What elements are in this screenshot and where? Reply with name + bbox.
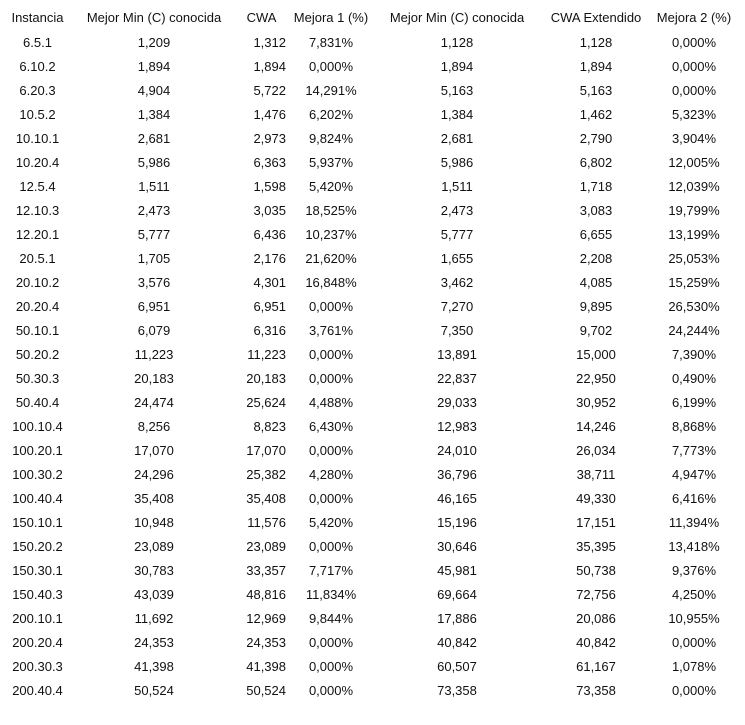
cwa-extendido-cell: 38,711 — [576, 466, 616, 482]
cwa-cell: 2,973 — [253, 130, 286, 146]
instancia-cell: 50.10.1 — [15, 322, 60, 338]
mejora-2-cell: 3,904% — [671, 130, 717, 146]
mejora-2-cell: 0,000% — [671, 34, 717, 50]
mejora-1-cell: 5,420% — [308, 514, 354, 530]
mejora-1-cell: 7,831% — [308, 34, 354, 50]
table-row — [0, 606, 738, 630]
table-row — [0, 390, 738, 414]
mejor-min-1-cell: 1,705 — [137, 250, 171, 266]
mejor-min-2-cell: 24,010 — [437, 442, 477, 458]
cwa-cell: 17,070 — [246, 442, 286, 458]
mejor-min-1-cell: 43,039 — [134, 586, 174, 602]
table-row — [0, 678, 738, 702]
mejora-1-cell: 0,000% — [308, 298, 354, 314]
cwa-extendido-cell: 5,163 — [579, 82, 613, 98]
cwa-extendido-cell: 9,702 — [579, 322, 613, 338]
mejora-1-cell: 3,761% — [308, 322, 354, 338]
header-mejor-min-2: Mejor Min (C) conocida — [389, 9, 525, 25]
table-row — [0, 318, 738, 342]
cwa-extendido-cell: 9,895 — [579, 298, 613, 314]
cwa-extendido-cell: 3,083 — [579, 202, 613, 218]
cwa-extendido-cell: 6,655 — [579, 226, 613, 242]
instancia-cell: 100.30.2 — [12, 466, 63, 482]
cwa-extendido-cell: 61,167 — [576, 658, 616, 674]
table-row — [0, 294, 738, 318]
mejor-min-2-cell: 5,163 — [440, 82, 474, 98]
instancia-cell: 10.5.2 — [19, 106, 56, 122]
mejor-min-1-cell: 11,692 — [134, 610, 174, 626]
mejor-min-1-cell: 24,353 — [134, 634, 174, 650]
table-row — [0, 102, 738, 126]
cwa-cell: 1,598 — [253, 178, 286, 194]
mejor-min-2-cell: 2,681 — [440, 130, 474, 146]
mejora-1-cell: 7,717% — [308, 562, 354, 578]
instancia-cell: 6.5.1 — [23, 34, 52, 50]
mejora-1-cell: 16,848% — [305, 274, 357, 290]
mejor-min-2-cell: 73,358 — [437, 682, 477, 698]
mejora-2-cell: 4,250% — [671, 586, 717, 602]
mejor-min-2-cell: 12,983 — [437, 418, 477, 434]
cwa-extendido-cell: 22,950 — [576, 370, 616, 386]
cwa-extendido-cell: 14,246 — [576, 418, 616, 434]
mejora-2-cell: 13,199% — [668, 226, 720, 242]
mejora-2-cell: 11,394% — [668, 514, 720, 530]
mejor-min-2-cell: 36,796 — [437, 466, 477, 482]
mejor-min-2-cell: 22,837 — [437, 370, 477, 386]
cwa-cell: 1,312 — [253, 34, 286, 50]
table-row — [0, 414, 738, 438]
mejora-1-cell: 0,000% — [308, 370, 354, 386]
instancia-cell: 150.10.1 — [12, 514, 63, 530]
instancia-cell: 20.10.2 — [15, 274, 60, 290]
mejor-min-1-cell: 35,408 — [134, 490, 174, 506]
mejora-2-cell: 26,530% — [668, 298, 720, 314]
cwa-cell: 1,894 — [253, 58, 286, 74]
header-cwa: CWA — [246, 9, 277, 25]
mejora-1-cell: 9,824% — [308, 130, 354, 146]
mejora-1-cell: 5,420% — [308, 178, 354, 194]
mejor-min-1-cell: 1,511 — [138, 178, 170, 194]
mejor-min-1-cell: 50,524 — [134, 682, 174, 698]
results-table — [0, 4, 738, 702]
mejora-1-cell: 10,237% — [305, 226, 357, 242]
table-row — [0, 174, 738, 198]
cwa-cell: 8,823 — [253, 418, 286, 434]
cwa-cell: 35,408 — [246, 490, 286, 506]
mejora-2-cell: 0,000% — [671, 682, 717, 698]
mejor-min-2-cell: 1,894 — [440, 58, 474, 74]
mejora-2-cell: 4,947% — [671, 466, 717, 482]
mejor-min-1-cell: 24,296 — [134, 466, 174, 482]
mejora-1-cell: 0,000% — [308, 658, 354, 674]
instancia-cell: 50.40.4 — [15, 394, 60, 410]
instancia-cell: 100.20.1 — [12, 442, 63, 458]
table-row — [0, 558, 738, 582]
cwa-cell: 24,353 — [246, 634, 286, 650]
mejor-min-2-cell: 15,196 — [437, 514, 477, 530]
cwa-extendido-cell: 49,330 — [576, 490, 616, 506]
cwa-cell: 4,301 — [253, 274, 286, 290]
mejor-min-1-cell: 1,209 — [137, 34, 171, 50]
instancia-cell: 50.20.2 — [15, 346, 60, 362]
mejor-min-1-cell: 17,070 — [134, 442, 174, 458]
mejora-1-cell: 21,620% — [305, 250, 357, 266]
cwa-extendido-cell: 26,034 — [576, 442, 616, 458]
mejora-2-cell: 24,244% — [668, 322, 720, 338]
table-row — [0, 366, 738, 390]
mejora-2-cell: 0,000% — [671, 58, 717, 74]
instancia-cell: 10.10.1 — [15, 130, 60, 146]
cwa-cell: 33,357 — [246, 562, 286, 578]
mejora-2-cell: 0,000% — [671, 634, 717, 650]
table-row — [0, 654, 738, 678]
instancia-cell: 150.30.1 — [12, 562, 63, 578]
cwa-extendido-cell: 15,000 — [576, 346, 616, 362]
cwa-cell: 6,363 — [253, 154, 286, 170]
table-row — [0, 126, 738, 150]
mejor-min-2-cell: 13,891 — [437, 346, 477, 362]
cwa-cell: 23,089 — [246, 538, 286, 554]
mejor-min-1-cell: 4,904 — [137, 82, 171, 98]
table-row — [0, 342, 738, 366]
mejora-1-cell: 0,000% — [308, 682, 354, 698]
mejora-1-cell: 4,280% — [308, 466, 354, 482]
mejor-min-1-cell: 5,986 — [137, 154, 171, 170]
cwa-extendido-cell: 1,462 — [579, 106, 613, 122]
cwa-extendido-cell: 1,894 — [579, 58, 613, 74]
mejor-min-2-cell: 1,384 — [440, 106, 474, 122]
mejor-min-1-cell: 1,894 — [137, 58, 171, 74]
mejora-2-cell: 10,955% — [668, 610, 720, 626]
cwa-extendido-cell: 1,128 — [579, 34, 613, 50]
cwa-cell: 2,176 — [253, 250, 286, 266]
instancia-cell: 12.10.3 — [15, 202, 60, 218]
cwa-extendido-cell: 30,952 — [576, 394, 616, 410]
mejor-min-1-cell: 30,783 — [134, 562, 174, 578]
cwa-cell: 11,576 — [247, 514, 286, 530]
mejora-2-cell: 7,390% — [671, 346, 717, 362]
instancia-cell: 10.20.4 — [15, 154, 60, 170]
cwa-cell: 5,722 — [253, 82, 286, 98]
mejor-min-2-cell: 17,886 — [437, 610, 477, 626]
cwa-cell: 48,816 — [246, 586, 286, 602]
cwa-cell: 50,524 — [246, 682, 286, 698]
table-row — [0, 222, 738, 246]
mejora-2-cell: 12,039% — [668, 178, 720, 194]
mejora-2-cell: 1,078% — [671, 658, 717, 674]
mejor-min-1-cell: 23,089 — [134, 538, 174, 554]
instancia-cell: 150.20.2 — [12, 538, 63, 554]
instancia-cell: 200.10.1 — [12, 610, 63, 626]
instancia-cell: 20.5.1 — [19, 250, 56, 266]
instancia-cell: 150.40.3 — [12, 586, 63, 602]
mejora-2-cell: 13,418% — [668, 538, 720, 554]
mejora-2-cell: 12,005% — [668, 154, 720, 170]
mejora-2-cell: 0,490% — [671, 370, 717, 386]
cwa-cell: 12,969 — [246, 610, 286, 626]
header-instancia: Instancia — [11, 9, 64, 25]
instancia-cell: 6.10.2 — [19, 58, 56, 74]
table-row — [0, 78, 738, 102]
mejor-min-2-cell: 46,165 — [437, 490, 477, 506]
instancia-cell: 50.30.3 — [15, 370, 60, 386]
table-row — [0, 246, 738, 270]
mejora-1-cell: 0,000% — [308, 634, 354, 650]
mejor-min-2-cell: 2,473 — [440, 202, 474, 218]
mejor-min-2-cell: 3,462 — [440, 274, 474, 290]
mejor-min-1-cell: 41,398 — [134, 658, 174, 674]
instancia-cell: 20.20.4 — [15, 298, 60, 314]
mejora-2-cell: 0,000% — [671, 82, 717, 98]
mejora-2-cell: 25,053% — [668, 250, 720, 266]
cwa-extendido-cell: 4,085 — [579, 274, 613, 290]
mejor-min-1-cell: 10,948 — [134, 514, 174, 530]
mejor-min-1-cell: 2,473 — [137, 202, 171, 218]
mejor-min-1-cell: 20,183 — [134, 370, 174, 386]
cwa-cell: 6,316 — [253, 322, 286, 338]
cwa-extendido-cell: 2,208 — [579, 250, 613, 266]
cwa-cell: 3,035 — [253, 202, 286, 218]
cwa-extendido-cell: 2,790 — [579, 130, 613, 146]
cwa-extendido-cell: 35,395 — [576, 538, 616, 554]
table-row — [0, 510, 738, 534]
mejora-1-cell: 4,488% — [308, 394, 354, 410]
mejora-2-cell: 19,799% — [668, 202, 720, 218]
mejora-2-cell: 15,259% — [668, 274, 720, 290]
mejora-1-cell: 9,844% — [308, 610, 354, 626]
cwa-extendido-cell: 1,718 — [579, 178, 613, 194]
mejora-1-cell: 14,291% — [305, 82, 357, 98]
mejor-min-1-cell: 2,681 — [137, 130, 171, 146]
cwa-extendido-cell: 6,802 — [579, 154, 613, 170]
mejora-1-cell: 6,202% — [308, 106, 354, 122]
instancia-cell: 100.10.4 — [12, 418, 63, 434]
mejor-min-2-cell: 45,981 — [437, 562, 477, 578]
table-row — [0, 582, 738, 606]
header-mejora-2: Mejora 2 (%) — [656, 9, 732, 25]
table-row — [0, 462, 738, 486]
mejor-min-1-cell: 1,384 — [137, 106, 171, 122]
instancia-cell: 12.5.4 — [19, 178, 56, 194]
table-row — [0, 30, 738, 54]
mejor-min-2-cell: 1,511 — [441, 178, 473, 194]
mejor-min-1-cell: 11,223 — [134, 346, 174, 362]
table-row — [0, 54, 738, 78]
mejora-2-cell: 8,868% — [671, 418, 717, 434]
mejor-min-1-cell: 5,777 — [137, 226, 171, 242]
mejora-1-cell: 0,000% — [308, 490, 354, 506]
cwa-cell: 20,183 — [246, 370, 286, 386]
mejor-min-2-cell: 40,842 — [437, 634, 477, 650]
header-mejora-1: Mejora 1 (%) — [293, 9, 369, 25]
mejor-min-1-cell: 6,079 — [137, 322, 171, 338]
mejor-min-1-cell: 6,951 — [137, 298, 171, 314]
mejor-min-2-cell: 60,507 — [437, 658, 477, 674]
mejora-2-cell: 9,376% — [671, 562, 717, 578]
mejor-min-2-cell: 5,777 — [440, 226, 474, 242]
cwa-cell: 25,624 — [246, 394, 286, 410]
header-row — [0, 4, 738, 30]
table-row — [0, 486, 738, 510]
mejora-1-cell: 0,000% — [308, 58, 354, 74]
cwa-extendido-cell: 17,151 — [576, 514, 616, 530]
cwa-extendido-cell: 40,842 — [576, 634, 616, 650]
cwa-cell: 1,476 — [253, 106, 286, 122]
cwa-extendido-cell: 50,738 — [576, 562, 616, 578]
mejora-1-cell: 0,000% — [308, 346, 354, 362]
mejor-min-2-cell: 7,350 — [440, 322, 474, 338]
mejor-min-2-cell: 30,646 — [437, 538, 477, 554]
mejora-2-cell: 5,323% — [671, 106, 717, 122]
instancia-cell: 100.40.4 — [12, 490, 63, 506]
mejora-2-cell: 7,773% — [671, 442, 717, 458]
mejor-min-2-cell: 7,270 — [440, 298, 474, 314]
mejor-min-2-cell: 5,986 — [440, 154, 474, 170]
mejor-min-2-cell: 69,664 — [437, 586, 477, 602]
mejor-min-1-cell: 24,474 — [134, 394, 174, 410]
instancia-cell: 200.20.4 — [12, 634, 63, 650]
cwa-cell: 6,951 — [253, 298, 286, 314]
cwa-cell: 6,436 — [253, 226, 286, 242]
table-row — [0, 438, 738, 462]
mejor-min-1-cell: 8,256 — [137, 418, 171, 434]
table-row — [0, 534, 738, 558]
mejora-1-cell: 11,834% — [305, 586, 357, 602]
cwa-extendido-cell: 20,086 — [576, 610, 616, 626]
table-body — [0, 30, 738, 702]
cwa-cell: 11,223 — [247, 346, 286, 362]
cwa-extendido-cell: 72,756 — [576, 586, 616, 602]
header-cwa-extendido: CWA Extendido — [550, 9, 642, 25]
mejora-2-cell: 6,199% — [671, 394, 717, 410]
mejor-min-1-cell: 3,576 — [137, 274, 171, 290]
mejor-min-2-cell: 1,655 — [440, 250, 474, 266]
instancia-cell: 12.20.1 — [15, 226, 60, 242]
table-row — [0, 150, 738, 174]
instancia-cell: 6.20.3 — [19, 82, 56, 98]
mejora-1-cell: 0,000% — [308, 442, 354, 458]
mejor-min-2-cell: 29,033 — [437, 394, 477, 410]
mejora-2-cell: 6,416% — [671, 490, 717, 506]
table-row — [0, 270, 738, 294]
mejor-min-2-cell: 1,128 — [440, 34, 474, 50]
table-row — [0, 630, 738, 654]
table-row — [0, 198, 738, 222]
header-mejor-min-1: Mejor Min (C) conocida — [86, 9, 222, 25]
instancia-cell: 200.30.3 — [12, 658, 63, 674]
mejora-1-cell: 18,525% — [305, 202, 357, 218]
mejora-1-cell: 6,430% — [308, 418, 354, 434]
cwa-cell: 25,382 — [246, 466, 286, 482]
cwa-extendido-cell: 73,358 — [576, 682, 616, 698]
mejora-1-cell: 5,937% — [308, 154, 354, 170]
cwa-cell: 41,398 — [246, 658, 286, 674]
instancia-cell: 200.40.4 — [12, 682, 63, 698]
mejora-1-cell: 0,000% — [308, 538, 354, 554]
